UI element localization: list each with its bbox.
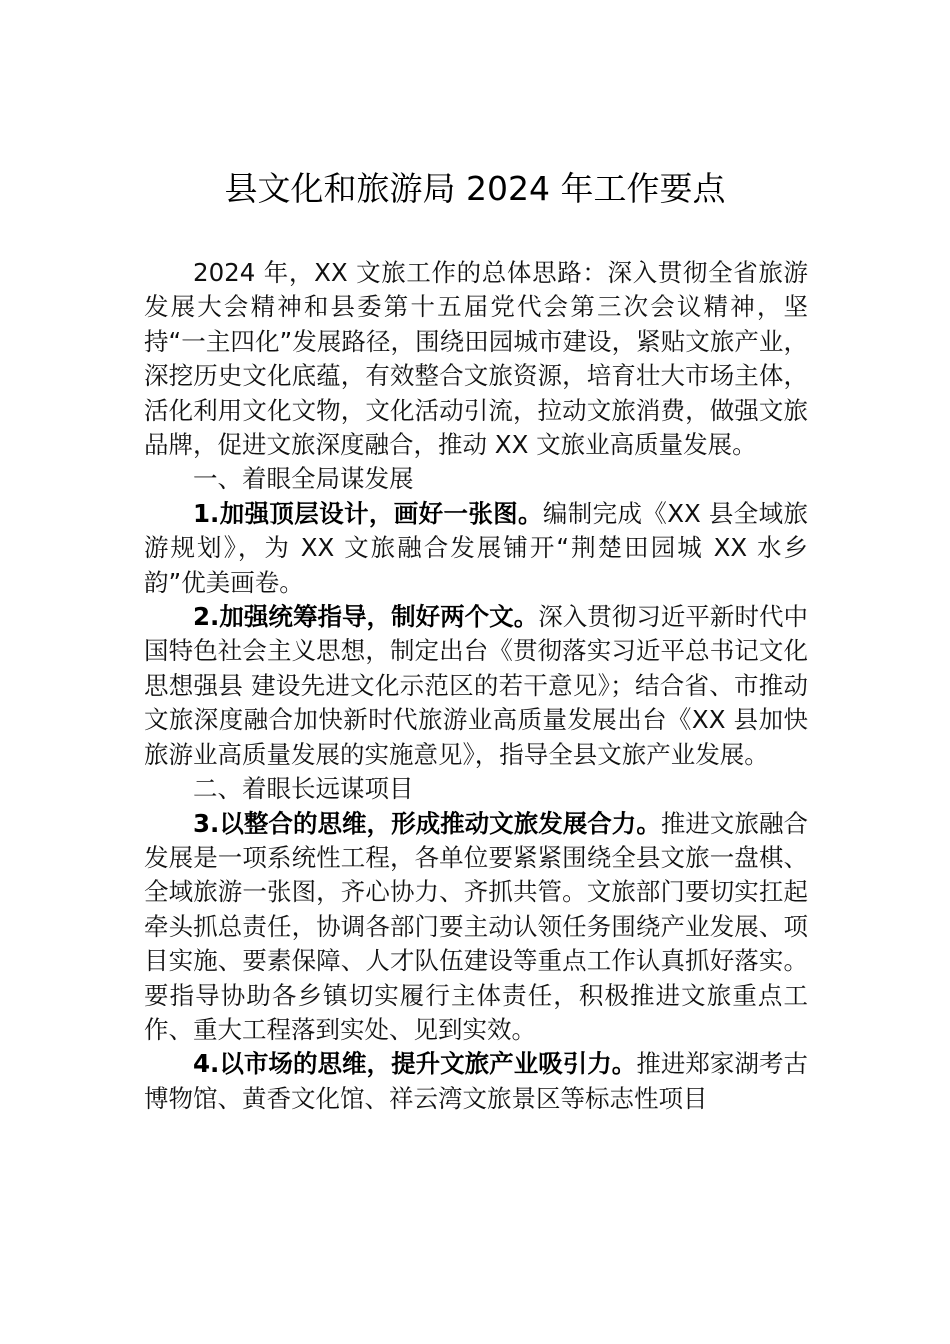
item-2-lead: 2.加强统筹指导，制好两个文。 [193,602,539,632]
document-body [144,256,808,1116]
section-heading-1: 一、着眼全局谋发展 [193,464,414,494]
item-2-text: 深入贯彻习近平新时代中国特色社会主义思想，制定出台《贯彻落实习近平总书记文化思想强县 建设先进文化示范区的若干意见》；结合省、市推动文旅深度融合加快新时代旅游业高质量发展出台《XX 县加快旅游业高质量发展的实施意见》，指导全县文旅产业发展。 [144,602,809,769]
item-4-lead: 4.以市场的思维，提升文旅产业吸引力。 [193,1049,637,1079]
item-3-paragraph [144,807,808,1048]
item-3-text: 推进文旅融合发展是一项系统性工程，各单位要紧紧围绕全县文旅一盘棋、全域旅游一张图，齐心协力、齐抓共管。文旅部门要切实扛起牵头抓总责任，协调各部门要主动认领任务围绕产业发展、项目实施、要素保障、人才队伍建设等重点工作认真抓好落实。要指导协助各乡镇切实履行主体责任，积极推进文旅重点工作、重大工程落到实处、见到实效。 [144,808,808,1044]
item-1-text: 编制完成《XX 县全域旅游规划》，为 XX 文旅融合发展铺开“荆楚田园城 XX 水乡韵”优美画卷。 [144,498,809,597]
section-heading-2: 二、着眼长远谋项目 [193,774,414,804]
document-title: 县文化和旅游局 2024 年工作要点 [224,169,726,208]
item-4-paragraph [144,1047,808,1116]
item-2-paragraph [144,600,808,772]
intro-paragraph: 2024 年，XX 文旅工作的总体思路：深入贯彻全省旅游发展大会精神和县委第十五届党代会第三次会议精神，坚持“一主四化”发展路径，围绕田园城市建设，紧贴文旅产业，深挖历史文化底蕴，有效整合文旅资源，培育壮大市场主体，活化利用文化文物，文化活动引流，拉动文旅消费，做强文旅品牌，促进文旅深度融合，推动 XX 文旅业高质量发展。 [144,258,808,460]
item-3-lead: 3.以整合的思维，形成推动文旅发展合力。 [193,808,661,838]
item-1-paragraph [144,497,808,600]
item-4-text: 推进郑家湖考古博物馆、黄香文化馆、祥云湾文旅景区等标志性项目 [144,1049,809,1113]
item-1-lead: 1.加强顶层设计，画好一张图。 [193,498,543,528]
